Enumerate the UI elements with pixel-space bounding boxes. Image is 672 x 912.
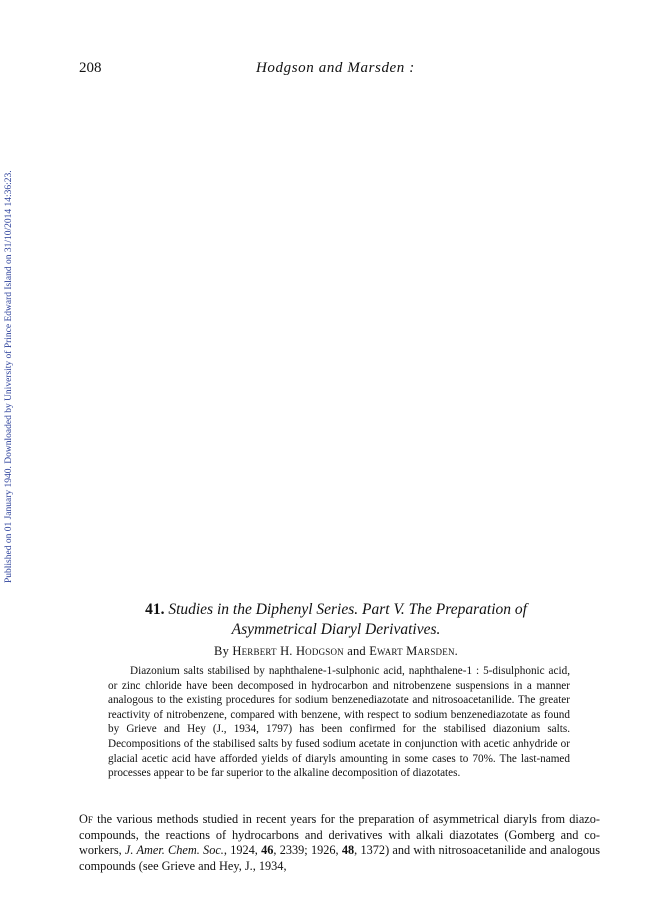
journal-name: J. Amer. Chem. Soc.: [124, 843, 224, 858]
article-title-text-1: Studies in the Diphenyl Series. Part V. The Preparation of: [168, 601, 527, 618]
article-title-line-1: [78, 600, 594, 620]
article-number: 41.: [145, 601, 165, 618]
volume-46: 46: [261, 843, 274, 858]
body-text-4: , 1372) and with nitrosoacetanilide and analogous compounds (see Grieve and Hey, J., 1934,: [79, 843, 600, 873]
volume-48: 48: [341, 843, 355, 858]
body-text-2: , 1924,: [223, 843, 262, 858]
article-title: [78, 600, 594, 640]
abstract: Diazonium salts stabilised by naphthalene-1-sulphonic acid, naphthalene-1 : 5-disulphonic acid, or zinc chloride have been decomposed in hydrocarbon and nitrobenzene suspensions in a manner analogous to the existing procedures for sodium benzenediazotate and nitrosoacetanilide. The greater reactivity of nitrobenzene, compared with benzene, with respect to sodium benzenediazotate as found by Grieve and Hey (J., 1934, 1797) has been confirmed for the stabilised diazonium salts. Decompositions of the stabilised salts by fused sodium acetate in conjunction with acetic anhydride or glacial acetic acid have afforded yields of diaryls amounting in some cases to 70%. The last-named processes appear to be far superior to the alkaline decomposition of diazotates.: [108, 665, 570, 780]
running-head: Hodgson and Marsden :: [256, 60, 415, 76]
body-text-1: the various methods studied in recent years for the preparation of asymmetrical diaryls from diazo-compounds, the reactions of hydrocarbons and derivatives with alkali diazotates (Gomberg and co-workers,: [79, 812, 600, 858]
byline-by: By: [214, 644, 230, 658]
download-watermark[interactable]: Published on 01 January 1940. Downloaded by University of Prince Edward Island on 31/10/2014 14:36:23.: [4, 170, 14, 583]
byline-and: and: [347, 644, 366, 658]
article-title-line-2: Asymmetrical Diaryl Derivatives.: [231, 621, 441, 638]
author-1: Herbert H. Hodgson: [232, 644, 344, 658]
author-2: Ewart Marsden.: [369, 644, 458, 658]
body-text-3: , 2339; 1926,: [273, 843, 342, 858]
body-paragraph: [79, 812, 600, 874]
dropcap-word: Of: [79, 812, 93, 826]
byline: [0, 644, 672, 659]
page-number: 208: [79, 60, 102, 76]
